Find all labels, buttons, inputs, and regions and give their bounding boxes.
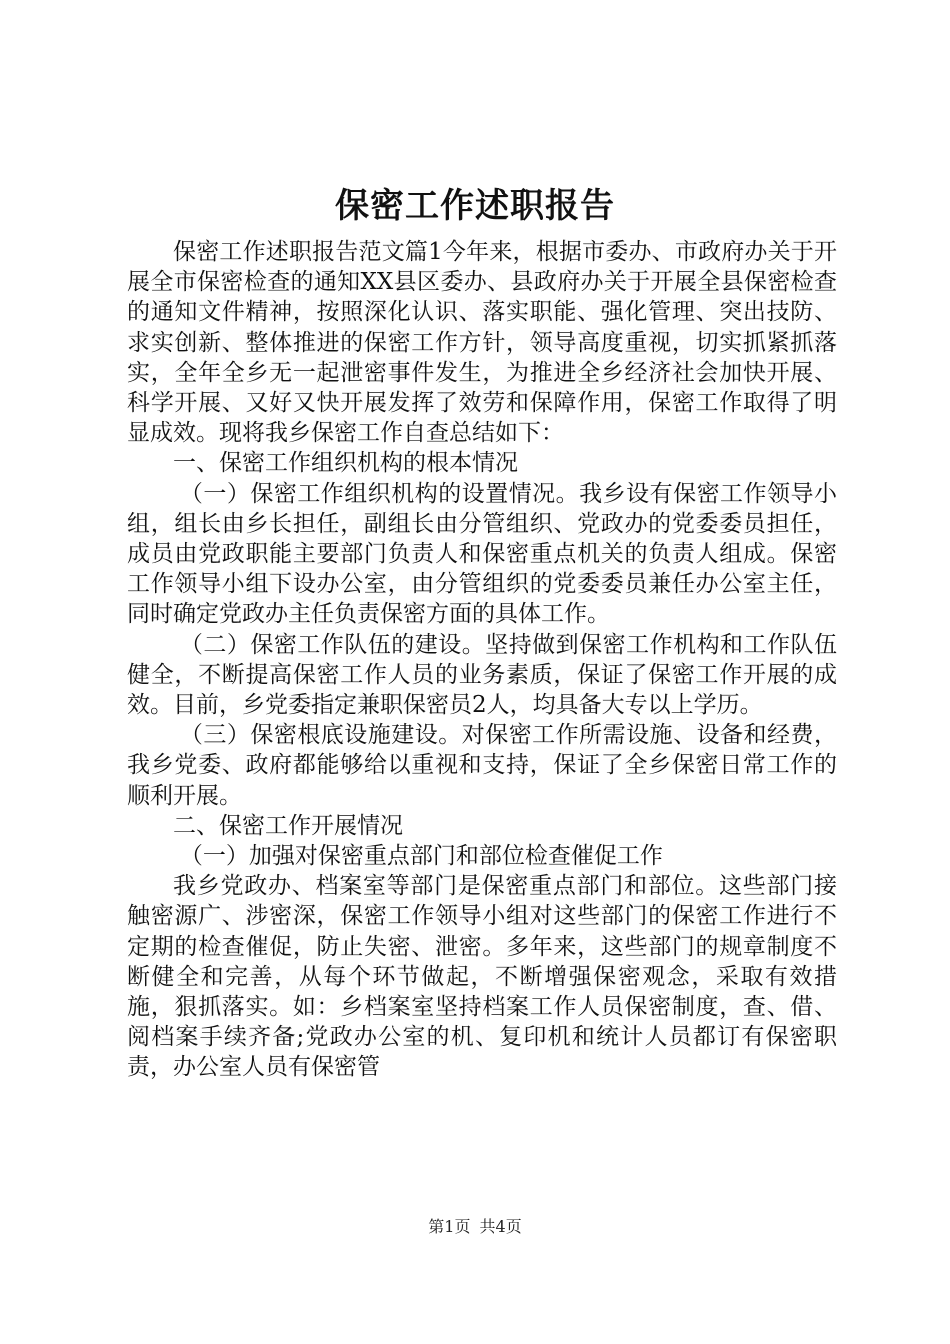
paragraph-infrastructure: （三）保密根底设施建设。对保密工作所需设施、设备和经费，我乡党委、政府都能够给以重视和支持，保证了全乡保密日常工作的顺利开展。 bbox=[127, 722, 837, 809]
paragraph-team-building: （二）保密工作队伍的建设。坚持做到保密工作机构和工作队伍健全，不断提高保密工作人员的业务素质，保证了保密工作开展的成效。目前，乡党委指定兼职保密员2人，均具备大专以上学历。 bbox=[127, 631, 837, 719]
paragraph-intro: 保密工作述职报告范文篇1今年来，根据市委办、市政府办关于开展全市保密检查的通知XX县区委办、县政府办关于开展全县保密检查的通知文件精神，按照深化认识、落实职能、强化管理、突出技防、求实创新、整体推进的保密工作方针，领导高度重视，切实抓紧抓落实，全年全乡无一起泄密事件发生，为推进全乡经济社会加快开展、科学开展、又好又快开展发挥了效劳和保障作用，保密工作取得了明显成效。现将我乡保密工作自查总结如下： bbox=[127, 239, 837, 447]
page-number: 第1页 bbox=[428, 1217, 471, 1236]
section-heading-1: 一、保密工作组织机构的根本情况 bbox=[173, 450, 518, 477]
document-title: 保密工作述职报告 bbox=[335, 186, 615, 226]
section-heading-2: 二、保密工作开展情况 bbox=[173, 812, 403, 839]
paragraph-organization-setup: （一）保密工作组织机构的设置情况。我乡设有保密工作领导小组，组长由乡长担任，副组长由分管组织、党政办的党委委员担任，成员由党政职能主要部门负责人和保密重点机关的负责人组成。保密工作领导小组下设办公室，由分管组织的党委委员兼任办公室主任，同时确定党政办主任负责保密方面的具体工作。 bbox=[127, 480, 837, 628]
document-body bbox=[127, 237, 837, 1083]
page-footer bbox=[0, 1216, 950, 1238]
paragraph-key-departments: 我乡党政办、档案室等部门是保密重点部门和部位。这些部门接触密源广、涉密深，保密工作领导小组对这些部门的保密工作进行不定期的检查催促，防止失密、泄密。多年来，这些部门的规章制度不断健全和完善，从每个环节做起，不断增强保密观念，采取有效措施，狠抓落实。如：乡档案室坚持档案工作人员保密制度，查、借、阅档案手续齐备;党政办公室的机、复印机和统计人员都订有保密职责，办公室人员有保密管 bbox=[127, 873, 837, 1081]
page-total: 共4页 bbox=[479, 1217, 522, 1236]
subsection-heading-inspection: （一）加强对保密重点部门和部位检查催促工作 bbox=[179, 843, 663, 870]
